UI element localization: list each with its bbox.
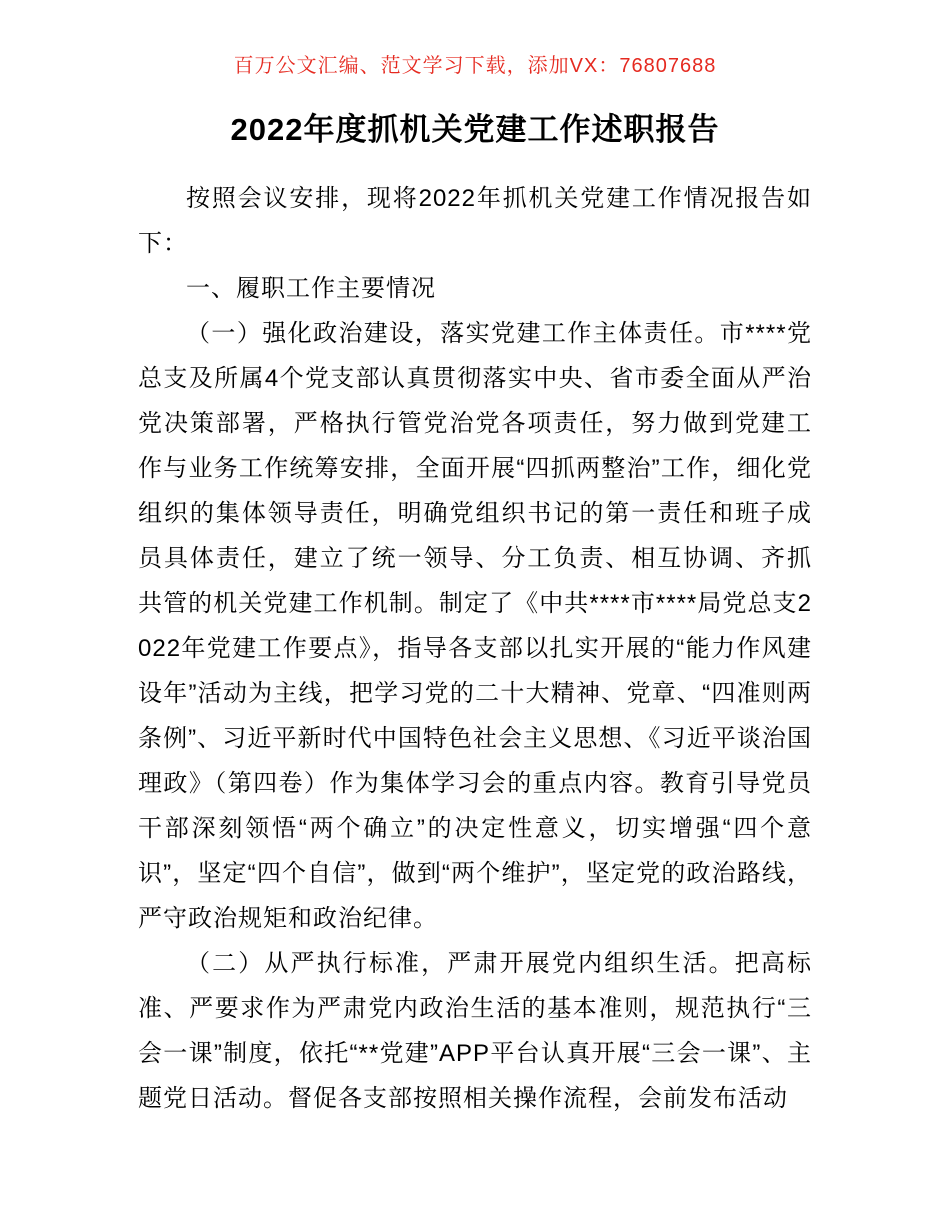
watermark-notice: 百万公文汇编、范文学习下载，添加VX：76807688 [233, 55, 717, 77]
document-title: 2022年度抓机关党建工作述职报告 [230, 112, 720, 147]
section-heading: 一、履职工作主要情况 [186, 275, 436, 302]
document-body [138, 176, 812, 1121]
paragraph: （二）从严执行标准，严肃开展党内组织生活。把高标准、严要求作为严肃党内政治生活的基本准则，规范执行“三会一课”制度，依托“**党建”APP平台认真开展“三会一课”、主题党日活动。督促各支部按照相关操作流程，会前发布活动 [138, 950, 812, 1112]
paragraph: 按照会议安排，现将2022年抓机关党建工作情况报告如下： [138, 185, 812, 257]
paragraph: （一）强化政治建设，落实党建工作主体责任。市****党总支及所属4个党支部认真贯彻落实中央、省市委全面从严治党决策部署，严格执行管党治党各项责任，努力做到党建工作与业务工作统筹安排，全面开展“四抓两整治”工作，细化党组织的集体领导责任，明确党组织书记的第一责任和班子成员具体责任，建立了统一领导、分工负责、相互协调、齐抓共管的机关党建工作机制。制定了《中共****市****局党总支2022年党建工作要点》，指导各支部以扎实开展的“能力作风建设年”活动为主线，把学习党的二十大精神、党章、“四准则两条例”、习近平新时代中国特色社会主义思想、《习近平谈治国理政》（第四卷）作为集体学习会的重点内容。教育引导党员干部深刻领悟“两个确立”的决定性意义，切实增强“四个意识”，坚定“四个自信”，做到“两个维护”，坚定党的政治路线，严守政治规矩和政治纪律。 [138, 320, 812, 932]
